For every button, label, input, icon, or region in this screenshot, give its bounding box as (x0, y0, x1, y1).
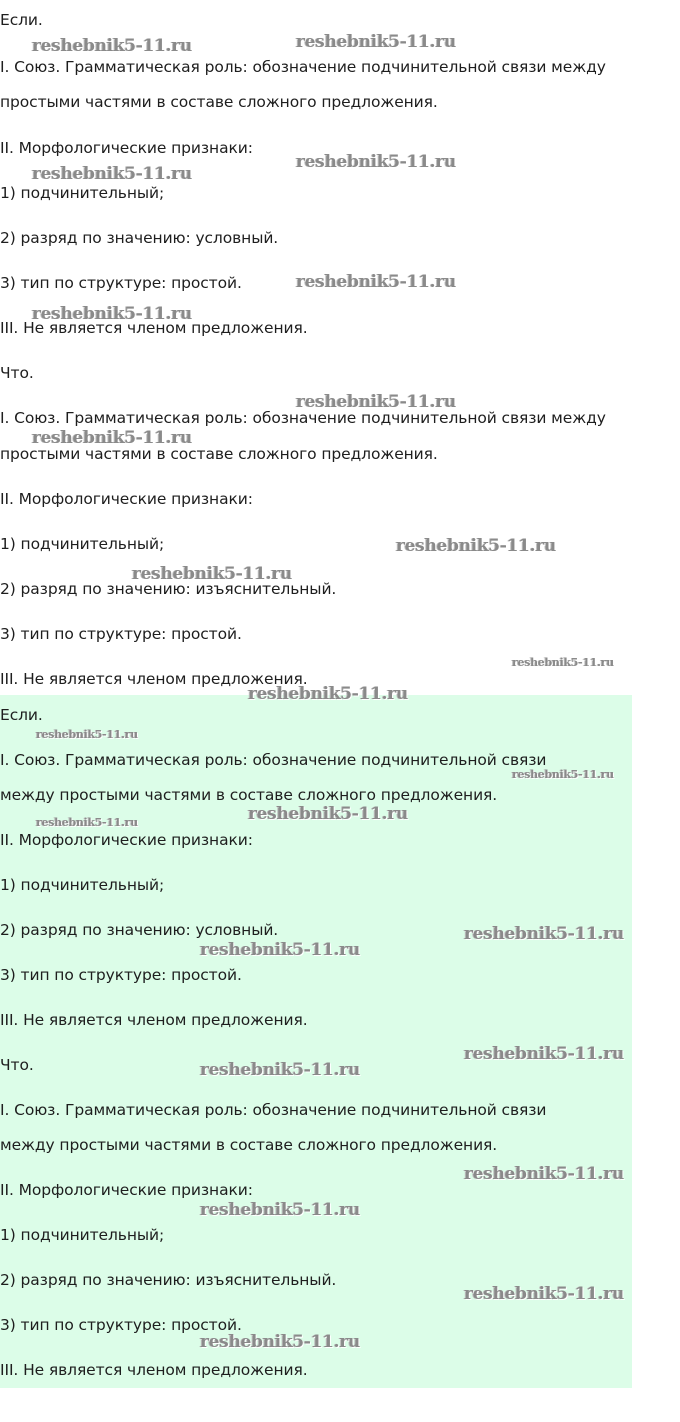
watermark: reshebnik5-11.ru (464, 1284, 624, 1304)
watermark: reshebnik5-11.ru (296, 392, 456, 412)
text-line: 3) тип по структуре: простой. (0, 966, 242, 984)
text-line: 1) подчинительный; (0, 876, 165, 894)
text-line: III. Не является членом предложения. (0, 670, 308, 688)
text-line: II. Морфологические признаки: (0, 831, 253, 849)
watermark: reshebnik5-11.ru (512, 768, 614, 781)
text-line: между простыми частями в составе сложного предложения. (0, 786, 498, 804)
watermark: reshebnik5-11.ru (248, 804, 408, 824)
watermark: reshebnik5-11.ru (464, 1164, 624, 1184)
text-line: 2) разряд по значению: изъяснительный. (0, 580, 337, 598)
text-line: простыми частями в составе сложного предложения. (0, 445, 438, 463)
watermark: reshebnik5-11.ru (32, 36, 192, 56)
watermark: reshebnik5-11.ru (464, 924, 624, 944)
conjunction-title: Что. (0, 364, 34, 382)
watermark: reshebnik5-11.ru (296, 152, 456, 172)
watermark: reshebnik5-11.ru (32, 428, 192, 448)
watermark: reshebnik5-11.ru (200, 1060, 360, 1080)
watermark: reshebnik5-11.ru (296, 32, 456, 52)
text-line: I. Союз. Грамматическая роль: обозначение подчинительной связи между (0, 58, 606, 76)
text-line: II. Морфологические признаки: (0, 490, 253, 508)
watermark: reshebnik5-11.ru (396, 536, 556, 556)
conjunction-title: Что. (0, 1056, 34, 1074)
conjunction-title: Если. (0, 11, 43, 29)
watermark: reshebnik5-11.ru (200, 1200, 360, 1220)
text-line: I. Союз. Грамматическая роль: обозначение подчинительной связи (0, 1101, 547, 1119)
watermark: reshebnik5-11.ru (464, 1044, 624, 1064)
watermark: reshebnik5-11.ru (36, 816, 138, 829)
text-line: 1) подчинительный; (0, 1226, 165, 1244)
text-line: II. Морфологические признаки: (0, 139, 253, 157)
text-line: 3) тип по структуре: простой. (0, 625, 242, 643)
watermark: reshebnik5-11.ru (132, 564, 292, 584)
text-line: I. Союз. Грамматическая роль: обозначение подчинительной связи (0, 751, 547, 769)
watermark: reshebnik5-11.ru (32, 304, 192, 324)
text-line: между простыми частями в составе сложного предложения. (0, 1136, 498, 1154)
watermark: reshebnik5-11.ru (296, 272, 456, 292)
text-line: II. Морфологические признаки: (0, 1181, 253, 1199)
text-line: 2) разряд по значению: изъяснительный. (0, 1271, 337, 1289)
watermark: reshebnik5-11.ru (32, 164, 192, 184)
watermark: reshebnik5-11.ru (200, 1332, 360, 1352)
watermark: reshebnik5-11.ru (200, 940, 360, 960)
text-line: 2) разряд по значению: условный. (0, 921, 279, 939)
text-line: 2) разряд по значению: условный. (0, 229, 279, 247)
text-line: простыми частями в составе сложного предложения. (0, 93, 438, 111)
text-line: 3) тип по структуре: простой. (0, 1316, 242, 1334)
watermark: reshebnik5-11.ru (248, 684, 408, 704)
text-line: III. Не является членом предложения. (0, 1361, 308, 1379)
text-line: 3) тип по структуре: простой. (0, 274, 242, 292)
watermark: reshebnik5-11.ru (512, 656, 614, 669)
conjunction-title: Если. (0, 706, 43, 724)
answer-original-section (0, 0, 632, 695)
watermark: reshebnik5-11.ru (36, 728, 138, 741)
text-line: 1) подчинительный; (0, 184, 165, 202)
text-line: 1) подчинительный; (0, 535, 165, 553)
text-line: I. Союз. Грамматическая роль: обозначение подчинительной связи между (0, 409, 606, 427)
text-line: III. Не является членом предложения. (0, 319, 308, 337)
text-line: III. Не является членом предложения. (0, 1011, 308, 1029)
